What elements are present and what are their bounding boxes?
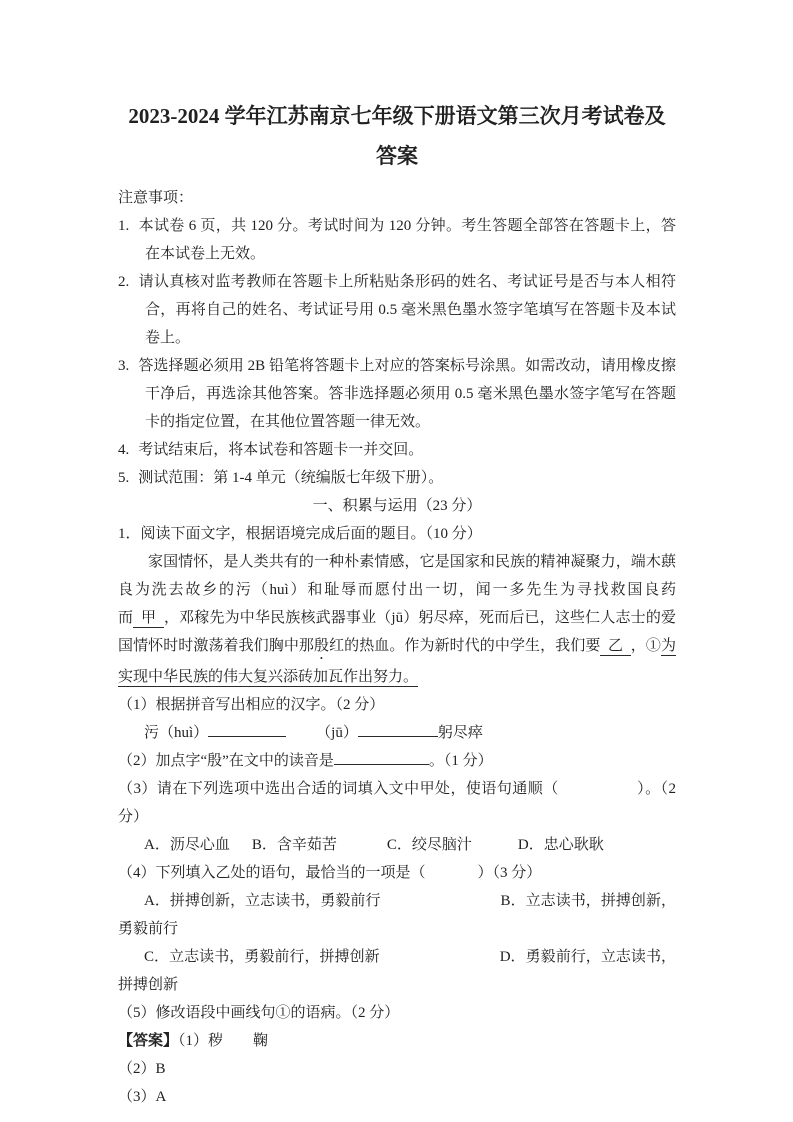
- underlined-text: 甲: [133, 610, 164, 626]
- notice-heading: 注意事项：: [118, 190, 194, 206]
- fill-in-blank-underline: [358, 721, 438, 737]
- question1-sub2-stem: [118, 747, 676, 775]
- question1-sub4-stem: [118, 859, 676, 887]
- horizontal-gap: [381, 904, 501, 905]
- text-segment: 污（huì）: [144, 725, 209, 741]
- text-segment: B．立志读书，拼搏创新，勇毅前行: [118, 893, 676, 937]
- question1-passage: [118, 548, 676, 691]
- text-segment: （jū）: [316, 725, 358, 741]
- answer-label: 【答案】: [118, 1033, 179, 1049]
- notice-item: [118, 436, 676, 464]
- notice-item-number: 5.: [118, 470, 130, 486]
- horizontal-gap: [380, 960, 500, 961]
- text-segment: ）。（2 分）: [118, 781, 676, 825]
- notice-item-text: 答选择题必须用 2B 铅笔将答题卡上对应的答案标号涂黑。如需改动，请用橡皮擦干净后，再选涂其他答案。答非选择题必须用 0.5 毫米黑色墨水签字笔写在答题卡的指定位置，在其他位置答题一律无效。: [138, 358, 676, 430]
- notice-item-number: 1.: [118, 218, 130, 234]
- section-heading: 一、积累与运用（23 分）: [312, 498, 482, 514]
- text-segment: ，邓稼先为中华民族核武器事业（jū）躬尽瘁，死而后已，这些仁人志士的爱国情怀时时激荡着我们胸中那: [118, 610, 676, 654]
- question1-stem: 1．阅读下面文字，根据语境完成后面的题目。（10 分）: [118, 526, 482, 542]
- text-segment: 红的热血。作为新时代的中学生，我们要: [329, 638, 601, 654]
- notice-item-text: 考试结束后，将本试卷和答题卡一并交回。: [138, 442, 424, 458]
- text-segment: 躬尽瘁: [437, 725, 483, 741]
- answer-line-3: （3）A: [118, 1089, 167, 1105]
- option-c: C．绞尽脑汁: [386, 837, 472, 853]
- notice-item: [118, 212, 676, 268]
- text-segment: ，①: [630, 638, 661, 654]
- notice-item-text: 请认真核对监考教师在答题卡上所粘贴条形码的姓名、考试证号是否与本人相符合，再将自己的姓名、考试证号用 0.5 毫米黑色墨水签字笔填写在答题卡及本试卷上。: [138, 274, 676, 346]
- question1-sub1-blanks-line: [118, 719, 676, 747]
- horizontal-gap: [559, 792, 637, 793]
- option-b: B．含辛茹苦: [251, 837, 337, 853]
- notice-item-text: 测试范围：第 1-4 单元（统编版七年级下册）。: [138, 470, 444, 486]
- question1-sub4-options-ab: [118, 887, 676, 943]
- fill-in-blank-underline: [334, 749, 429, 765]
- text-segment: （4）下列填入乙处的语句，最恰当的一项是（: [118, 865, 426, 881]
- option-d: D．忠心耿耿: [517, 837, 604, 853]
- answer-line-2: （2）B: [118, 1061, 166, 1077]
- notice-item-text: 本试卷 6 页，共 120 分。考试时间为 120 分钟。考生答题全部答在答题卡上，答在本试卷上无效。: [138, 218, 676, 262]
- notice-item: [118, 268, 676, 352]
- notice-item-number: 2.: [118, 274, 130, 290]
- question1-sub5-stem: （5）修改语段中画线句①的语病。（2 分）: [118, 1005, 400, 1021]
- text-segment: D．勇毅前行，立志读书，拼搏创新: [118, 949, 676, 993]
- question1-sub3-stem: [118, 775, 676, 831]
- text-segment: 。（1 分）: [428, 753, 493, 769]
- text-segment: （3）请在下列选项中选出合适的词填入文中甲处，使语句通顺（: [118, 781, 559, 797]
- question1-sub4-options-cd: [118, 943, 676, 999]
- option-a: A．沥尽心血: [144, 837, 230, 853]
- question1-sub3-options: [118, 831, 676, 859]
- notice-item: [118, 464, 676, 492]
- fill-in-blank-underline: [208, 721, 286, 737]
- text-segment: A．拼搏创新，立志读书，勇毅前行: [144, 893, 381, 909]
- horizontal-gap: [426, 876, 478, 877]
- horizontal-gap: [223, 1044, 253, 1045]
- answer-line-1: [118, 1027, 676, 1055]
- question1-sub1-stem: （1）根据拼音写出相应的汉字。（2 分）: [118, 697, 385, 713]
- notice-item: [118, 352, 676, 436]
- notice-item-number: 4.: [118, 442, 130, 458]
- text-segment: 家国情怀，是人类共有的一种朴素情感，它是国家和民族的精神凝聚力，端木蕻良为洗去故乡的污（huì）和耻辱而愿付出一切，闻一多先生为寻找救国良药而: [118, 554, 676, 626]
- underlined-text: 乙: [600, 638, 631, 654]
- dotted-emphasis-text: 殷: [313, 638, 330, 654]
- text-segment: C．立志读书，勇毅前行，拼搏创新: [144, 949, 380, 965]
- answer-sub1-value: [178, 1033, 268, 1049]
- text-segment: （1）秽: [178, 1033, 224, 1049]
- page-title: 2023-2024 学年江苏南京七年级下册语文第三次月考试卷及答案: [128, 104, 666, 168]
- text-segment: 鞠: [253, 1033, 269, 1049]
- notice-item-number: 3.: [118, 358, 130, 374]
- underlined-text: 为实现中华民族的伟大复兴添砖加瓦作出努力。: [118, 638, 676, 685]
- text-segment: （2）加点字“殷”在文中的读音是: [118, 753, 334, 769]
- text-segment: ）（3 分）: [477, 865, 542, 881]
- horizontal-gap: [286, 736, 316, 737]
